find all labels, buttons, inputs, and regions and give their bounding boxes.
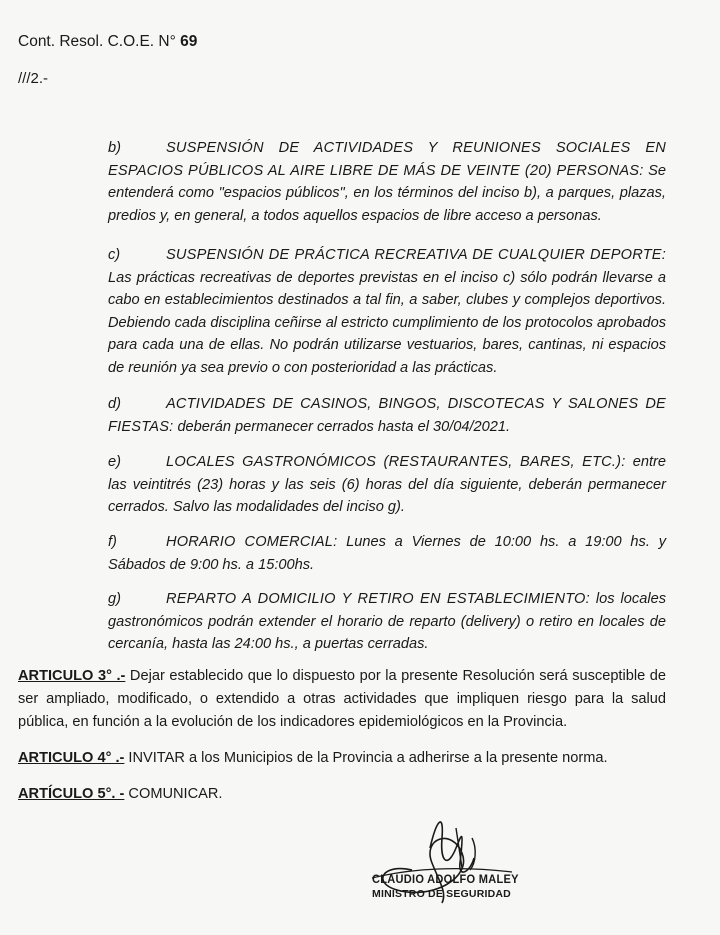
clause-letter: b)	[108, 140, 121, 156]
article-4	[18, 747, 666, 770]
signatory-name: CLAUDIO ADOLFO MALEY	[372, 872, 519, 886]
clause-letter: d)	[108, 396, 121, 412]
clause-letter: f)	[108, 534, 117, 550]
clause-text: Lunes a Viernes de 10:00 hs. a 19:00 hs. y Sábados de 9:00 hs. a 15:00hs.	[108, 534, 666, 573]
article-text: INVITAR a los Municipios de la Provincia a adherirse a la presente norma.	[124, 750, 608, 766]
page-continuation: ///2.-	[18, 70, 49, 87]
clause-heading: LOCALES GASTRONÓMICOS (RESTAURANTES, BARES, ETC.):	[166, 454, 626, 470]
reference-label: Cont. Resol. C.O.E. N°	[18, 33, 176, 50]
clause-d	[108, 393, 666, 438]
clause-text: Las prácticas recreativas de deportes previstas en el inciso c) sólo podrán llevarse a cabo en establecimientos destinados a tal fin, a saber, clubes y complejos deportivos. Debiendo cada disciplina ceñirse al estricto cumplimiento de los protocolos aprobados para cada una de ellas. No podrán utilizarse vestuarios, bares, cantinas, ni espacios de reunión ya sea previo o con posterioridad a las prácticas.	[108, 269, 666, 376]
article-label: ARTICULO 4° .-	[18, 750, 125, 766]
clause-g	[108, 588, 666, 656]
clause-letter: e)	[108, 454, 121, 470]
clause-heading: REPARTO A DOMICILIO Y RETIRO EN ESTABLECIMIENTO:	[166, 591, 590, 607]
clause-heading: SUSPENSIÓN DE PRÁCTICA RECREATIVA DE CUALQUIER DEPORTE:	[166, 247, 666, 263]
clause-b	[108, 137, 666, 227]
reference-number: 69	[180, 33, 198, 50]
clause-f	[108, 531, 666, 576]
clause-heading: ACTIVIDADES DE CASINOS, BINGOS, DISCOTECAS Y SALONES DE FIESTAS:	[108, 396, 666, 435]
resolution-reference	[18, 33, 197, 51]
article-label: ARTÍCULO 5°. -	[18, 786, 125, 802]
clause-text: los locales gastronómicos podrán extender el horario de reparto (delivery) o retiro en locales de cercanía, hasta las 24:00 hs., a puertas cerradas.	[108, 591, 666, 653]
article-3	[18, 665, 666, 734]
clause-heading: HORARIO COMERCIAL:	[166, 534, 338, 550]
article-label: ARTICULO 3° .-	[18, 668, 126, 684]
article-text: COMUNICAR.	[124, 786, 223, 802]
clause-e	[108, 451, 666, 519]
clause-text: deberán permanecer cerrados hasta el 30/04/2021.	[173, 418, 511, 435]
clause-heading: SUSPENSIÓN DE ACTIVIDADES Y REUNIONES SOCIALES EN ESPACIOS PÚBLICOS AL AIRE LIBRE DE MÁS DE VEINTE (20) PERSONAS:	[108, 140, 666, 179]
signatory-role: MINISTRO DE SEGURIDAD	[372, 888, 511, 900]
clause-letter: g)	[108, 591, 121, 607]
clause-c	[108, 244, 666, 380]
clause-text: Se entenderá como "espacios públicos", en los términos del inciso b), a parques, plazas, predios y, en general, a todos aquellos espacios de libre acceso a personas.	[108, 162, 666, 224]
article-text: Dejar establecido que lo dispuesto por la presente Resolución será susceptible de ser ampliado, modificado, o extendido a otras actividades que impliquen riesgo para la salud pública, en función a la evolución de los indicadores epidemiológicos en la Provincia.	[18, 668, 666, 730]
article-5	[18, 783, 666, 806]
clause-letter: c)	[108, 247, 121, 263]
clause-text: entre las veintitrés (23) horas y las seis (6) horas del día siguiente, deberán permanecer cerrados. Salvo las modalidades del inciso g).	[108, 454, 666, 516]
